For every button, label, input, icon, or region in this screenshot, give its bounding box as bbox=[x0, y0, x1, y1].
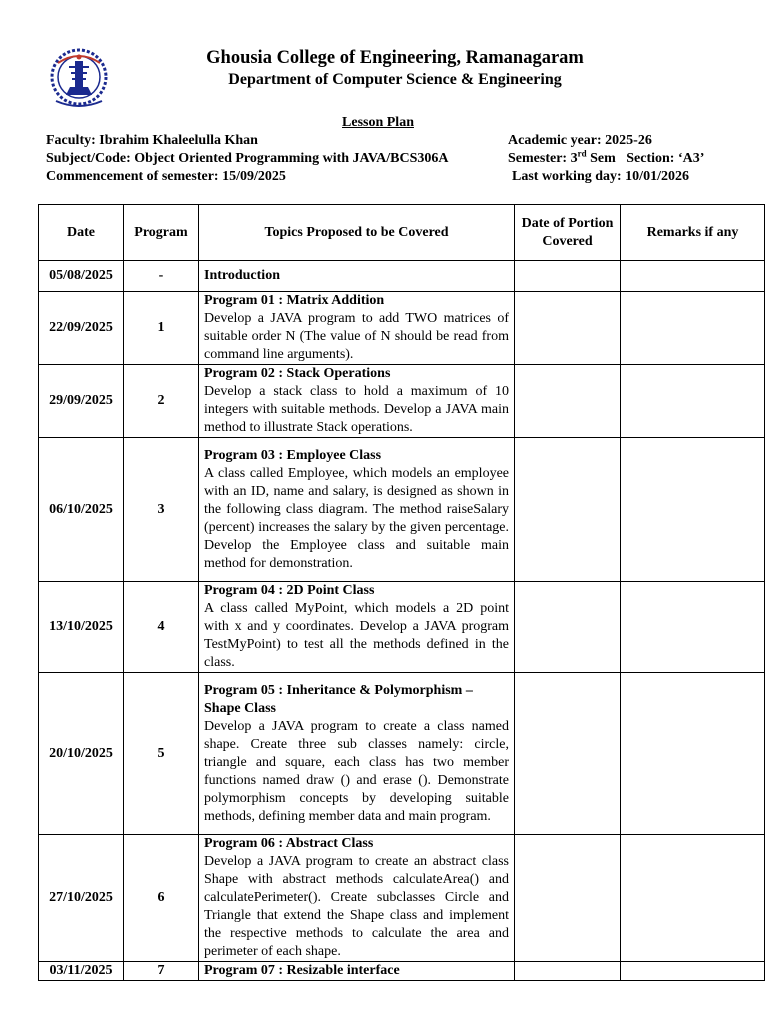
row-topic bbox=[199, 292, 515, 365]
row-topic-description: A class called MyPoint, which models a 2D point with x and y coordinates. Develop a JAVA program TestMyPoint) to test all the methods defined in the class. bbox=[204, 601, 509, 670]
semester-prefix: Semester: 3 bbox=[508, 151, 578, 166]
row-program: 6 bbox=[124, 835, 199, 962]
row-topic bbox=[199, 673, 515, 835]
row-date-covered bbox=[515, 962, 621, 981]
row-topic-title: Program 01 : Matrix Addition bbox=[204, 293, 385, 308]
row-topic-title: Program 04 : 2D Point Class bbox=[204, 583, 375, 598]
row-topic-title: Introduction bbox=[199, 261, 515, 292]
row-program: - bbox=[124, 261, 199, 292]
header-date: Date bbox=[39, 205, 124, 261]
semester-section bbox=[508, 148, 705, 167]
table-row bbox=[39, 438, 765, 582]
row-topic-description: Develop a JAVA program to create a class named shape. Create three sub classes namely: circle, triangle and square, each class has two member functions named draw () and erase (). Demonstrate polymorphism concepts by developing suitable methods, defining member data and main program. bbox=[204, 718, 509, 824]
row-date-covered bbox=[515, 835, 621, 962]
header-topics: Topics Proposed to be Covered bbox=[199, 205, 515, 261]
row-topic bbox=[199, 438, 515, 582]
college-name: Ghousia College of Engineering, Ramanagaram bbox=[206, 48, 584, 68]
row-remarks bbox=[621, 962, 765, 981]
row-date-covered bbox=[515, 292, 621, 365]
row-remarks bbox=[621, 261, 765, 292]
row-remarks bbox=[621, 582, 765, 673]
section: Section: ‘A3’ bbox=[626, 151, 705, 166]
row-topic-title: Program 07 : Resizable interface bbox=[199, 962, 515, 981]
row-program: 2 bbox=[124, 365, 199, 438]
department-name: Department of Computer Science & Engineering bbox=[228, 71, 562, 88]
document-title: Lesson Plan bbox=[342, 115, 414, 130]
row-program: 1 bbox=[124, 292, 199, 365]
academic-year: Academic year: 2025-26 bbox=[508, 133, 652, 148]
row-date: 06/10/2025 bbox=[39, 438, 124, 582]
row-topic-description: Develop a JAVA program to add TWO matrices of suitable order N (The value of N should be read from command line arguments). bbox=[204, 311, 509, 362]
row-date-covered bbox=[515, 582, 621, 673]
table-row bbox=[39, 962, 765, 981]
header-remarks: Remarks if any bbox=[621, 205, 765, 261]
table-row bbox=[39, 835, 765, 962]
row-program: 7 bbox=[124, 962, 199, 981]
row-remarks bbox=[621, 438, 765, 582]
row-program: 4 bbox=[124, 582, 199, 673]
header-date-covered: Date of Portion Covered bbox=[515, 205, 621, 261]
row-date: 29/09/2025 bbox=[39, 365, 124, 438]
table-row bbox=[39, 673, 765, 835]
row-remarks bbox=[621, 835, 765, 962]
lesson-plan-table bbox=[38, 204, 765, 981]
row-topic bbox=[199, 582, 515, 673]
commencement-date: Commencement of semester: 15/09/2025 bbox=[46, 169, 286, 184]
row-date: 03/11/2025 bbox=[39, 962, 124, 981]
row-topic-description: Develop a JAVA program to create an abstract class Shape with abstract methods calculateArea() and calculatePerimeter(). Create subclasses Circle and Triangle that extend the Shape class and implement the respective methods to calculate the area and perimeter of each shape. bbox=[204, 854, 509, 959]
row-topic-title: Program 03 : Employee Class bbox=[204, 447, 382, 463]
row-date-covered bbox=[515, 365, 621, 438]
semester-ordinal: rd bbox=[577, 148, 587, 159]
row-program: 3 bbox=[124, 438, 199, 582]
row-remarks bbox=[621, 292, 765, 365]
row-remarks bbox=[621, 673, 765, 835]
faculty: Faculty: Ibrahim Khaleelulla Khan bbox=[46, 133, 258, 148]
semester-suffix: Sem bbox=[586, 151, 616, 166]
row-date-covered bbox=[515, 261, 621, 292]
row-topic bbox=[199, 365, 515, 438]
subject-code: Subject/Code: Object Oriented Programming with JAVA/BCS306A bbox=[46, 151, 449, 166]
row-topic-title: Program 06 : Abstract Class bbox=[204, 836, 374, 851]
last-working-day: Last working day: 10/01/2026 bbox=[512, 169, 689, 184]
row-date-covered bbox=[515, 673, 621, 835]
college-logo bbox=[44, 45, 114, 111]
row-date: 05/08/2025 bbox=[39, 261, 124, 292]
table-row bbox=[39, 261, 765, 292]
row-date-covered bbox=[515, 438, 621, 582]
table-row bbox=[39, 582, 765, 673]
table-row bbox=[39, 365, 765, 438]
row-date: 27/10/2025 bbox=[39, 835, 124, 962]
row-topic bbox=[199, 835, 515, 962]
row-topic-title: Program 05 : Inheritance & Polymorphism – Shape Class bbox=[204, 682, 473, 716]
row-topic-description: A class called Employee, which models an employee with an ID, name and salary, is designed as shown in the following class diagram. The method raiseSalary (percent) increases the salary by the given percentage. Develop the Employee class and suitable main method for demonstration. bbox=[204, 465, 509, 571]
header-program: Program bbox=[124, 205, 199, 261]
row-topic-title: Program 02 : Stack Operations bbox=[204, 366, 391, 381]
row-date: 20/10/2025 bbox=[39, 673, 124, 835]
row-date: 13/10/2025 bbox=[39, 582, 124, 673]
row-remarks bbox=[621, 365, 765, 438]
row-topic-description: Develop a stack class to hold a maximum of 10 integers with suitable methods. Develop a JAVA main method to illustrate Stack operations. bbox=[204, 384, 509, 435]
row-program: 5 bbox=[124, 673, 199, 835]
table-row bbox=[39, 292, 765, 365]
row-date: 22/09/2025 bbox=[39, 292, 124, 365]
